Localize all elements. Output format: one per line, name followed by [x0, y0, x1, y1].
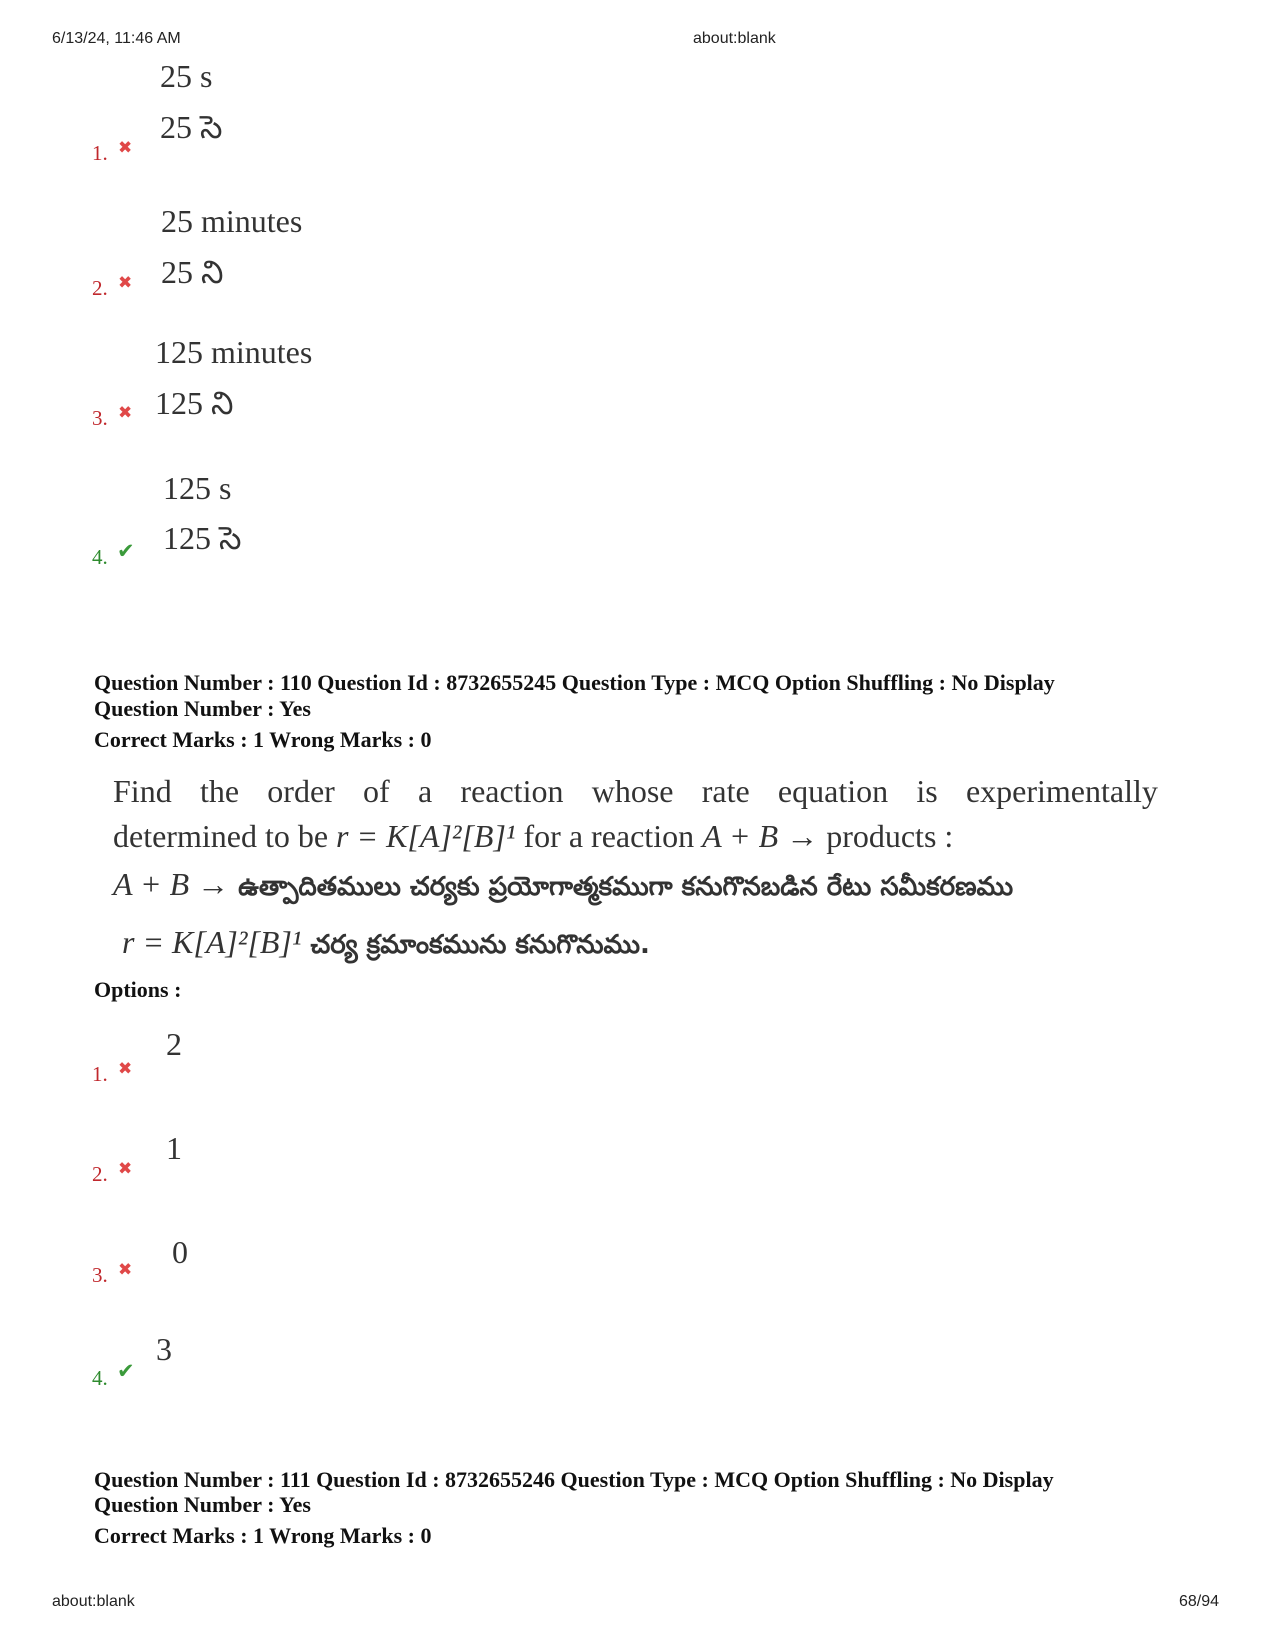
option-value: 3	[156, 1331, 172, 1367]
stem-word: a	[417, 773, 433, 809]
option-value: 0	[172, 1234, 188, 1270]
print-header-datetime: 6/13/24, 11:46 AM	[52, 30, 181, 47]
check-icon: ✔	[117, 539, 135, 563]
rate-equation: r = K[A]²[B]¹	[336, 818, 516, 854]
option-number: 1.	[92, 1062, 108, 1086]
cross-icon: ✖	[118, 1159, 133, 1179]
print-footer-url: about:blank	[52, 1593, 135, 1610]
stem-word: order	[267, 773, 335, 809]
stem-word: equation	[777, 773, 889, 809]
reaction-formula: A + B →	[113, 866, 230, 902]
question-marks: Correct Marks : 1 Wrong Marks : 0	[94, 1523, 432, 1548]
stem-word: the	[199, 773, 240, 809]
print-header-url: about:blank	[693, 30, 776, 47]
stem-word: whose	[591, 773, 674, 809]
option-number: 2.	[92, 1162, 108, 1186]
stem-en-line2	[113, 820, 953, 852]
option-number: 1.	[92, 141, 108, 165]
stem-text: determined to be	[113, 818, 337, 854]
option-text-en: 125 minutes	[155, 334, 313, 370]
option-number: 4.	[92, 545, 108, 569]
option-text-en: 25 s	[160, 58, 213, 94]
option-number: 2.	[92, 276, 108, 300]
option-value: 2	[166, 1026, 182, 1062]
cross-icon: ✖	[118, 273, 133, 293]
stem-word: reaction	[460, 773, 564, 809]
question-marks: Correct Marks : 1 Wrong Marks : 0	[94, 727, 432, 752]
stem-word: rate	[701, 773, 750, 809]
rate-equation: r = K[A]²[B]¹	[122, 924, 302, 960]
stem-word: experimentally	[965, 773, 1158, 809]
question-meta-line1: Question Number : 111 Question Id : 8732655246 Question Type : MCQ Option Shuffling : No Display	[94, 1467, 1054, 1492]
option-text-te: 25 ని	[161, 254, 224, 290]
question-meta-line1: Question Number : 110 Question Id : 8732655245 Question Type : MCQ Option Shuffling : No Display	[94, 670, 1055, 695]
option-text-te: 25 సె	[160, 109, 223, 145]
stem-text: for a reaction	[515, 818, 703, 854]
option-text-en: 25 minutes	[161, 203, 303, 239]
print-footer-page-number: 68/94	[1179, 1593, 1220, 1610]
option-number: 3.	[92, 406, 108, 430]
stem-text: → products :	[778, 818, 954, 854]
stem-te-line1	[113, 868, 1013, 900]
question-meta-line2: Question Number : Yes	[94, 696, 311, 721]
stem-text-te: చర్య క్రమాంకమును కనుగొనుము.	[301, 930, 650, 960]
cross-icon: ✖	[118, 1059, 133, 1079]
cross-icon: ✖	[118, 403, 133, 423]
stem-word: of	[363, 773, 390, 809]
cross-icon: ✖	[118, 138, 133, 158]
options-label: Options :	[94, 977, 182, 1002]
option-number: 4.	[92, 1366, 108, 1390]
option-text-te: 125 ని	[155, 385, 234, 421]
cross-icon: ✖	[118, 1260, 133, 1280]
option-text-en: 125 s	[163, 470, 232, 506]
check-icon: ✔	[117, 1359, 135, 1383]
option-value: 1	[166, 1130, 182, 1166]
stem-word: Find	[113, 773, 172, 809]
stem-word: is	[916, 773, 938, 809]
question-meta-line2: Question Number : Yes	[94, 1492, 311, 1517]
stem-en-line1	[113, 775, 1158, 807]
option-text-te: 125 సె	[163, 520, 242, 556]
stem-te-line2	[122, 926, 650, 958]
stem-text-te: ఉత్పాదితములు చర్యకు ప్రయోగాత్మకముగా కనుగొనబడిన రేటు సమీకరణము	[229, 872, 1014, 902]
reaction-formula: A + B	[702, 818, 779, 854]
option-number: 3.	[92, 1263, 108, 1287]
